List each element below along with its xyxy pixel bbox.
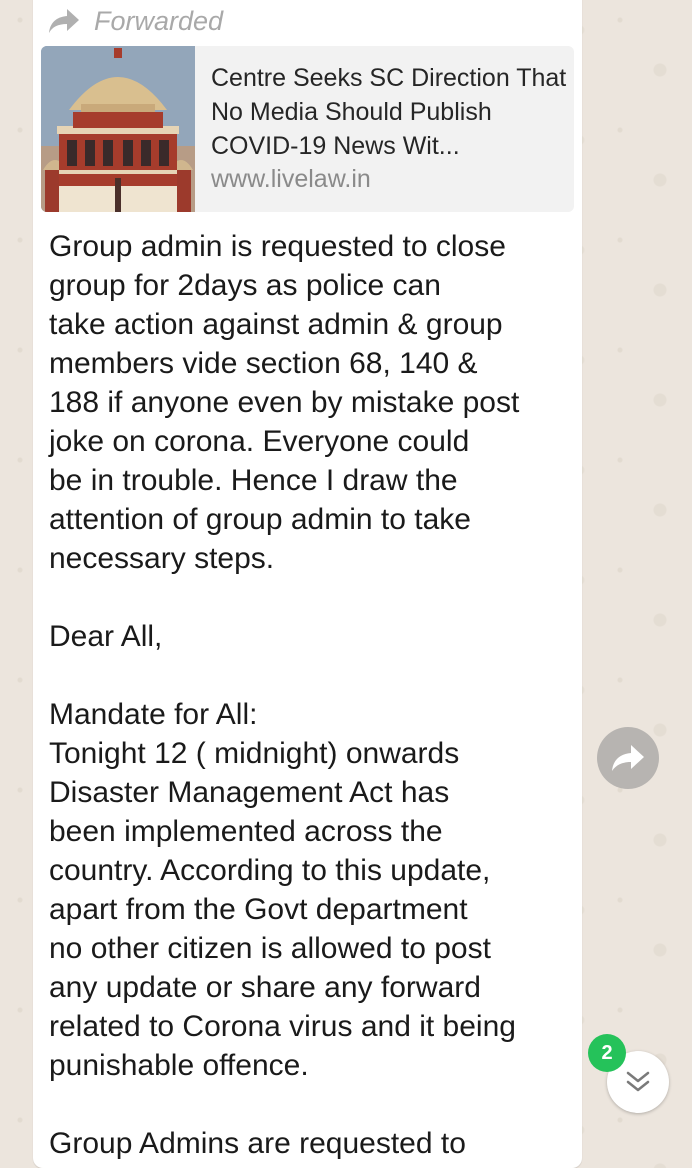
share-forward-icon <box>611 744 645 772</box>
message-text: Group admin is requested to close group for 2days as police can take action against admin & group members vide section 68, 140 & 188 if anyone even by mistake post joke on corona. Everyone could be in trouble. Hence I draw the attention of group admin to take necessary steps. Dear All, Mandate for All: Tonight 12 ( midnight) onwards Disaster Management Act has been implemented across the country. According to this update, apart from the Govt department no other citizen is allowed to post any update or share any forward related to Corona virus and it being punishable offence. Group Admins are requested to <box>49 230 520 1160</box>
link-preview-title: Centre Seeks SC Direction That No Media Should Publish COVID-19 News Wit... <box>211 64 567 160</box>
forward-arrow-icon <box>48 8 80 34</box>
forward-message-button[interactable] <box>597 727 659 789</box>
forwarded-text: Forwarded <box>94 5 224 36</box>
message-bubble[interactable] <box>33 0 582 1168</box>
unread-count-badge: 2 <box>588 1034 626 1072</box>
forwarded-label <box>48 4 223 38</box>
supreme-court-building-image <box>41 46 195 212</box>
link-thumbnail[interactable] <box>41 46 195 212</box>
double-chevron-down-icon <box>625 1070 651 1094</box>
link-preview[interactable] <box>41 46 574 212</box>
link-preview-domain: www.livelaw.in <box>211 165 371 193</box>
